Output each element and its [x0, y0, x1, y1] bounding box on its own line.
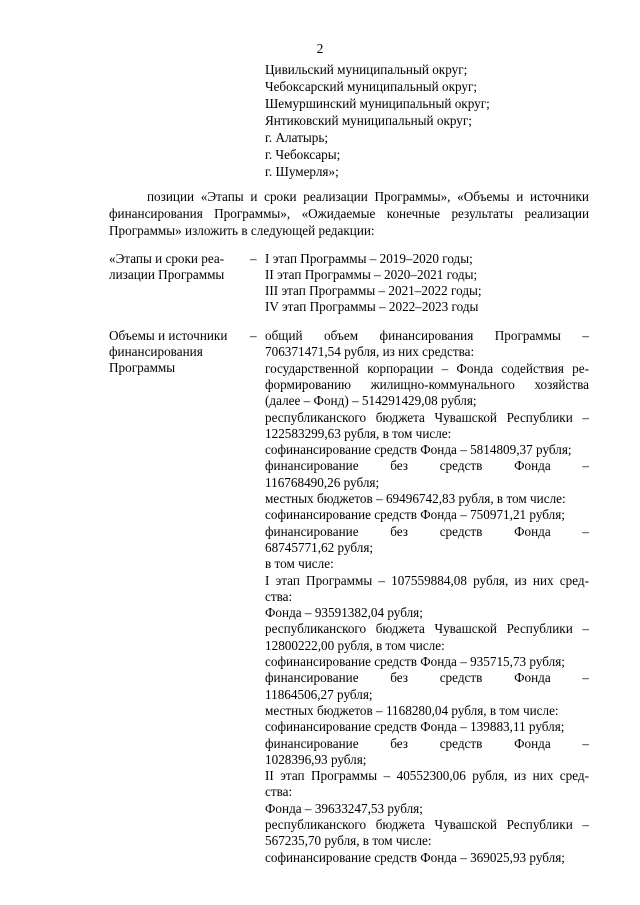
funding-line: II этап Программы – 40552300,06 рубля, из них сред-	[265, 768, 589, 784]
list-item: г. Шумерля»;	[265, 164, 339, 179]
funding-line: ства:	[265, 588, 293, 604]
intro-line: финансирования Программы», «Ожидаемые конечные результаты реализации	[109, 206, 589, 221]
funding-line: республиканского бюджета Чувашской Республики –	[265, 409, 589, 425]
funding-line: 11864506,27 рубля;	[265, 686, 373, 702]
funding-line: общий объем финансирования Программы –	[265, 328, 589, 343]
stage-item: III этап Программы – 2021–2022 годы;	[265, 283, 482, 298]
stages-label: лизации Программы	[109, 267, 225, 282]
funding-label: финансирования	[109, 344, 203, 359]
stage-item: II этап Программы – 2020–2021 годы;	[265, 267, 478, 282]
funding-line: софинансирование средств Фонда – 139883,11 рубля;	[265, 719, 565, 735]
stages-label: «Этапы и сроки реа-	[109, 251, 225, 266]
funding-line: 706371471,54 рубля, из них средства:	[265, 344, 475, 360]
list-item: Цивильский муниципальный округ;	[265, 62, 468, 77]
funding-line: Фонда – 93591382,04 рубля;	[265, 605, 423, 621]
funding-line: 12800222,00 рубля, в том числе:	[265, 637, 445, 653]
funding-line: ства:	[265, 784, 293, 800]
funding-line: государственной корпорации – Фонда содействия ре-	[265, 360, 589, 376]
list-item: г. Чебоксары;	[265, 147, 341, 162]
intro-line: позиции «Этапы и сроки реализации Программы», «Объемы и источники	[147, 189, 589, 204]
list-item: Чебоксарский муниципальный округ;	[265, 79, 478, 94]
list-item: Шемуршинский муниципальный округ;	[265, 96, 490, 111]
stages-dash: –	[250, 251, 257, 266]
intro-line: Программы» изложить в следующей редакции:	[109, 223, 375, 238]
funding-line: (далее – Фонд) – 514291429,08 рубля;	[265, 393, 477, 409]
page-number: 2	[316, 41, 324, 56]
funding-line: местных бюджетов – 69496742,83 рубля, в том числе:	[265, 491, 566, 506]
funding-line: софинансирование средств Фонда – 750971,21 рубля;	[265, 507, 565, 523]
list-item: г. Алатырь;	[265, 130, 329, 145]
funding-line: 122583299,63 рубля, в том числе:	[265, 425, 452, 441]
funding-line: Фонда – 39633247,53 рубля;	[265, 800, 423, 816]
funding-line: софинансирование средств Фонда – 935715,73 рубля;	[265, 654, 565, 669]
funding-line: I этап Программы – 107559884,08 рубля, из них сред-	[265, 572, 589, 588]
funding-line: 68745771,62 рубля;	[265, 539, 374, 555]
funding-line: финансирование без средств Фонда –	[265, 458, 589, 474]
funding-dash: –	[250, 328, 257, 343]
funding-line: 116768490,26 рубля;	[265, 474, 380, 490]
funding-line: финансирование без средств Фонда –	[265, 670, 589, 686]
funding-line: софинансирование средств Фонда – 369025,93 рубля;	[265, 849, 565, 865]
funding-label: Объемы и источники	[109, 328, 228, 343]
funding-line: республиканского бюджета Чувашской Республики –	[265, 621, 589, 637]
funding-line: республиканского бюджета Чувашской Республики –	[265, 817, 589, 832]
funding-line: 567235,70 рубля, в том числе:	[265, 833, 432, 849]
funding-line: местных бюджетов – 1168280,04 рубля, в том числе:	[265, 702, 559, 718]
funding-label: Программы	[109, 360, 176, 375]
funding-line: в том числе:	[265, 556, 334, 572]
funding-line: финансирование без средств Фонда –	[265, 735, 589, 751]
funding-line: формированию жилищно-коммунального хозяйства	[265, 376, 589, 392]
stage-item: I этап Программы – 2019–2020 годы;	[265, 251, 473, 266]
funding-line: 1028396,93 рубля;	[265, 751, 367, 767]
stage-item: IV этап Программы – 2022–2023 годы	[265, 299, 479, 314]
list-item: Янтиковский муниципальный округ;	[265, 113, 472, 128]
funding-line: финансирование без средств Фонда –	[265, 523, 589, 539]
funding-line: софинансирование средств Фонда – 5814809,37 рубля;	[265, 442, 572, 458]
